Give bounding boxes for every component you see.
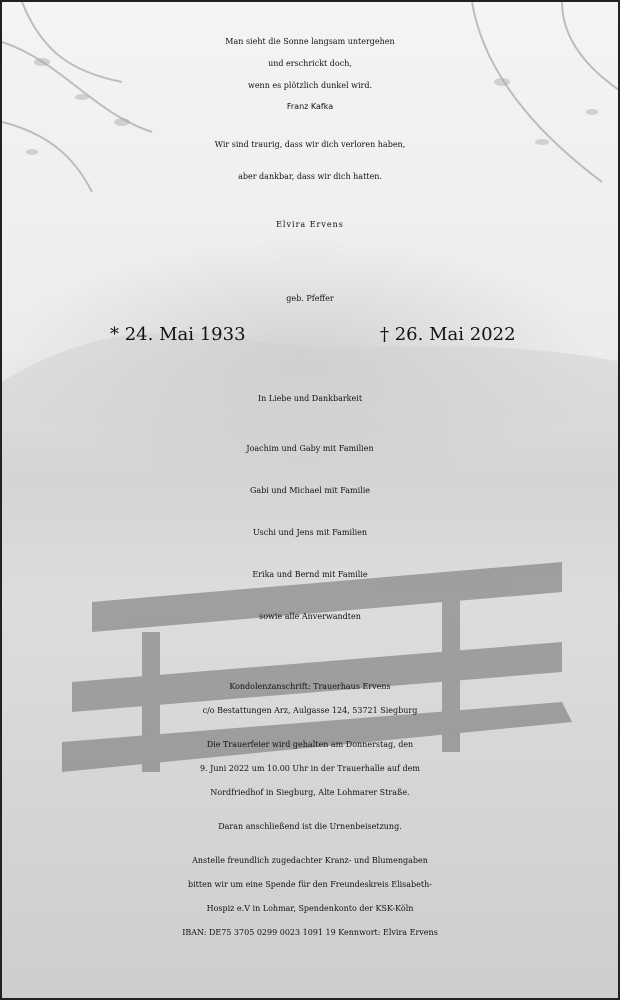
quote-line: und erschrickt doch, — [268, 59, 352, 68]
quote-line: Man sieht die Sonne langsam untergehen — [225, 37, 395, 46]
donation-line: Anstelle freundlich zugedachter Kranz- und Blumengaben — [192, 856, 428, 865]
birth-date: * 24. Mai 1933 — [110, 324, 246, 345]
condolence-line: c/o Bestattungen Arz, Aulgasse 124, 53721 Siegburg — [202, 706, 418, 715]
family-line: Uschi und Jens mit Familien — [252, 528, 368, 537]
family-line: Erika und Bernd mit Familie — [252, 570, 368, 579]
dedication: In Liebe und Dankbarkeit — [257, 394, 363, 403]
condolence-line: Kondolenzanschrift: Trauerhaus Ervens — [229, 682, 391, 691]
birth-name: geb. Pfeffer — [286, 294, 334, 303]
deceased-name: Elvira Ervens — [276, 220, 344, 229]
service-line: Nordfriedhof in Siegburg, Alte Lohmarer Straße. — [210, 788, 410, 797]
mourning-line: Wir sind traurig, dass wir dich verloren haben, — [214, 140, 406, 149]
donation-line: bitten wir um eine Spende für den Freundeskreis Elisabeth- — [188, 880, 432, 889]
mourning-line: aber dankbar, dass wir dich hatten. — [238, 172, 382, 181]
family-line: sowie alle Anverwandten — [259, 612, 361, 621]
bench-landscape-background — [2, 2, 620, 1000]
service-line: Die Trauerfeier wird gehalten am Donnerstag, den — [206, 740, 414, 749]
death-date: † 26. Mai 2022 — [380, 324, 516, 345]
quote-author: Franz Kafka — [286, 102, 334, 111]
donation-line: Hospiz e.V in Lohmar, Spendenkonto der KSK-Köln — [206, 904, 414, 913]
donation-line: IBAN: DE75 3705 0299 0023 1091 19 Kennwort: Elvira Ervens — [182, 928, 438, 937]
service-line: 9. Juni 2022 um 10.00 Uhr in der Trauerhalle auf dem — [200, 764, 420, 773]
burial-line: Daran anschließend ist die Urnenbeisetzung. — [218, 822, 402, 831]
quote-line: wenn es plötzlich dunkel wird. — [247, 81, 373, 90]
family-line: Joachim und Gaby mit Familien — [246, 444, 374, 453]
family-line: Gabi und Michael mit Familie — [249, 486, 370, 495]
